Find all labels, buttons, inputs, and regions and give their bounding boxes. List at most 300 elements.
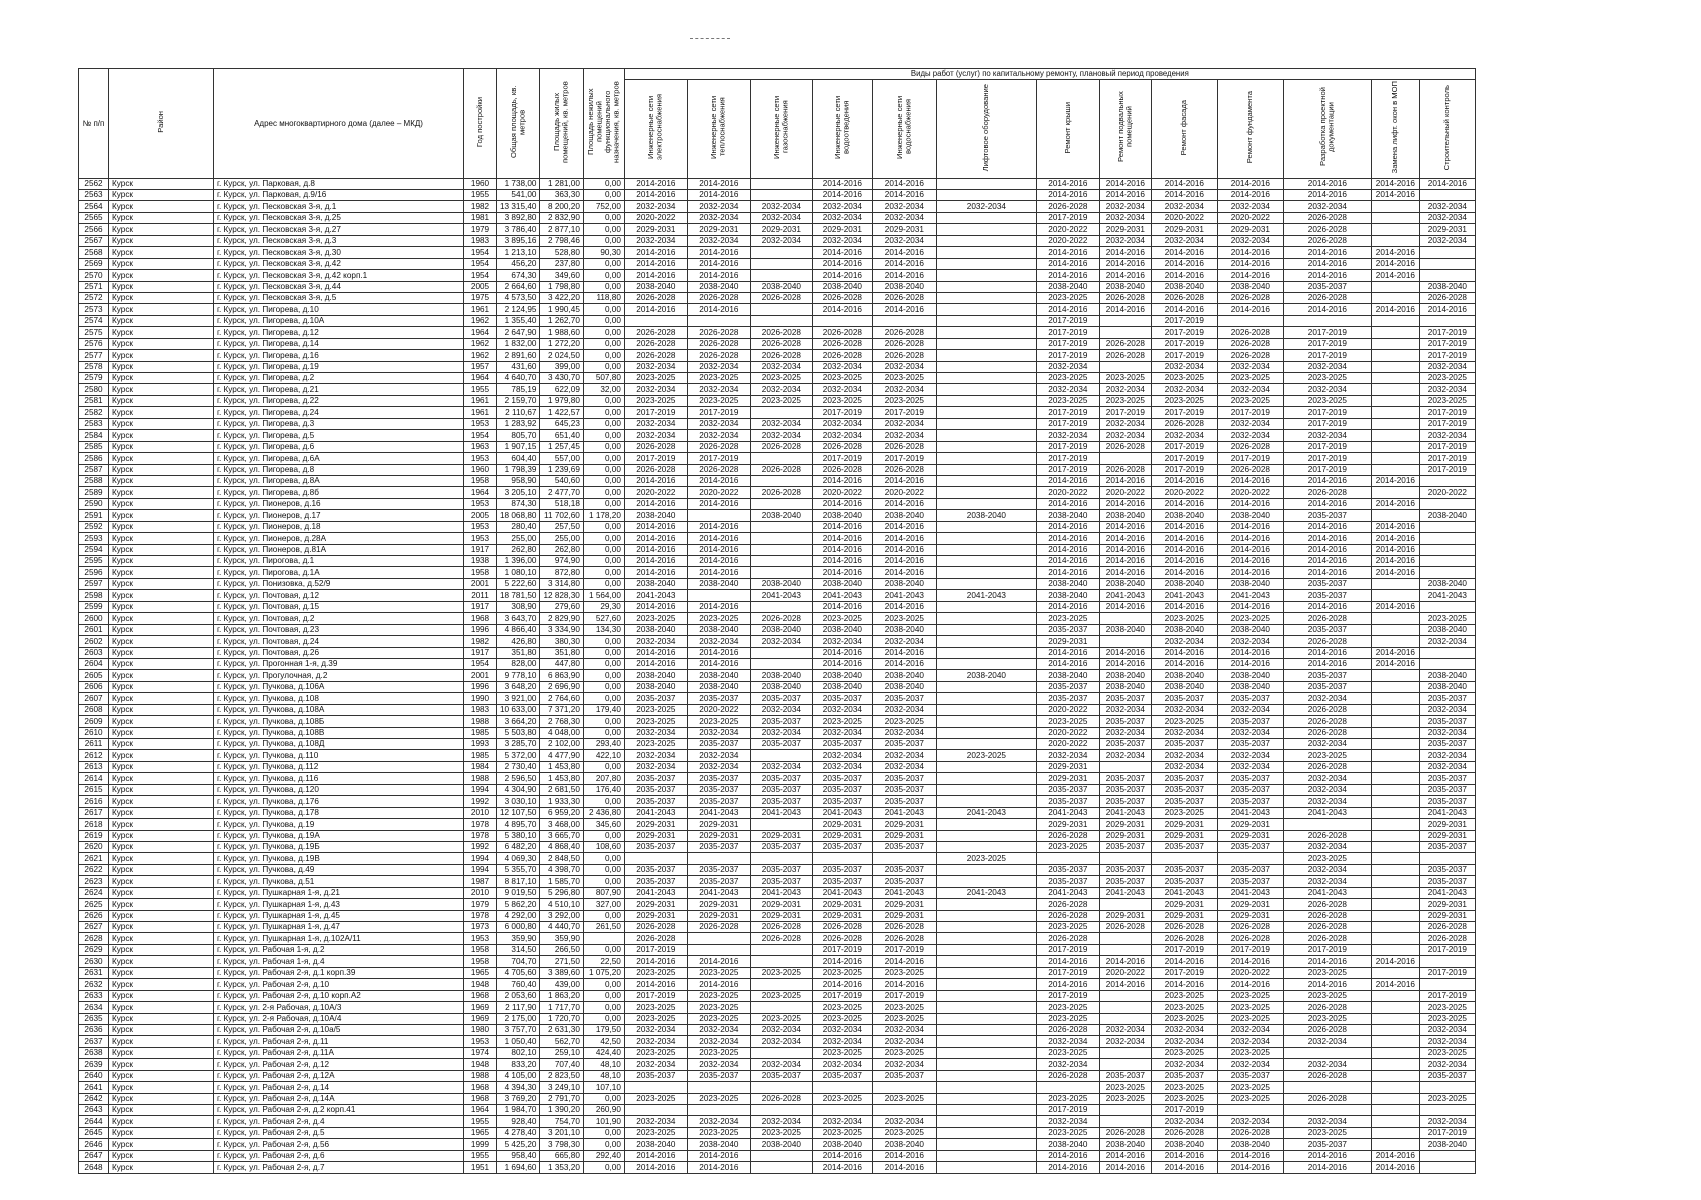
- table-cell: 380,30: [540, 636, 583, 647]
- table-cell: 2035-2037: [1419, 693, 1475, 704]
- table-cell: 958,40: [497, 1150, 540, 1161]
- table-cell: [936, 327, 1036, 338]
- table-cell: 2023-2025: [1419, 613, 1475, 624]
- table-cell: 2026-2028: [872, 350, 936, 361]
- table-cell: 2023-2025: [872, 716, 936, 727]
- table-row: [79, 1024, 1476, 1035]
- table-cell: 2038-2040: [872, 578, 936, 589]
- table-cell: 2032-2034: [750, 1036, 812, 1047]
- table-cell: 645,23: [540, 418, 583, 429]
- table-cell: 2032-2034: [1099, 1024, 1151, 1035]
- table-cell: Курск: [109, 1139, 214, 1150]
- table-cell: 2014-2016: [624, 544, 687, 555]
- table-cell: 2026-2028: [1036, 1070, 1099, 1081]
- table-cell: 2032-2034: [1099, 1036, 1151, 1047]
- table-cell: 4 868,40: [540, 841, 583, 852]
- table-cell: 2014-2016: [1151, 475, 1217, 486]
- table-cell: 2014-2016: [624, 533, 687, 544]
- table-cell: [1371, 578, 1419, 589]
- table-cell: 2014-2016: [1217, 1150, 1283, 1161]
- table-cell: 11 702,60: [540, 510, 583, 521]
- table-cell: 2041-2043: [1036, 887, 1099, 898]
- table-cell: 2014-2016: [687, 567, 750, 578]
- table-cell: 2029-2031: [872, 830, 936, 841]
- table-cell: [750, 407, 812, 418]
- table-cell: [1371, 670, 1419, 681]
- table-cell: 2035-2037: [687, 796, 750, 807]
- table-cell: 2032-2034: [872, 1059, 936, 1070]
- table-cell: 1968: [464, 1082, 497, 1093]
- table-cell: 0,00: [583, 350, 624, 361]
- table-cell: 2014-2016: [872, 1150, 936, 1161]
- table-cell: 2023-2025: [936, 750, 1036, 761]
- table-cell: 1 390,20: [540, 1105, 583, 1116]
- table-cell: 2023-2025: [624, 716, 687, 727]
- table-cell: 2026-2028: [1036, 201, 1099, 212]
- table-cell: 2017-2019: [1151, 1105, 1217, 1116]
- table-cell: 2032-2034: [750, 727, 812, 738]
- table-cell: 2032-2034: [687, 636, 750, 647]
- table-cell: 2029-2031: [812, 830, 872, 841]
- header-group-row: [79, 69, 1476, 80]
- table-cell: 4 394,30: [497, 1082, 540, 1093]
- table-cell: Курск: [109, 235, 214, 246]
- table-cell: [1371, 430, 1419, 441]
- table-row: [79, 201, 1476, 212]
- table-cell: 2014-2016: [1099, 521, 1151, 532]
- table-cell: [750, 944, 812, 955]
- table-cell: 2640: [79, 1070, 109, 1081]
- table-cell: [1099, 1013, 1151, 1024]
- table-cell: 2032-2034: [1151, 384, 1217, 395]
- table-cell: 2038-2040: [1217, 681, 1283, 692]
- table-cell: 447,80: [540, 658, 583, 669]
- table-cell: 1 283,92: [497, 418, 540, 429]
- table-cell: 2023-2025: [1217, 990, 1283, 1001]
- table-cell: 2032-2034: [1419, 1116, 1475, 1127]
- table-cell: 2041-2043: [812, 807, 872, 818]
- table-row: [79, 384, 1476, 395]
- table-cell: [1371, 967, 1419, 978]
- table-cell: 2014-2016: [1283, 1150, 1371, 1161]
- table-row: [79, 1116, 1476, 1127]
- table-cell: 2 596,50: [497, 773, 540, 784]
- table-cell: 2035-2037: [1419, 864, 1475, 875]
- table-cell: [750, 453, 812, 464]
- table-cell: 2026-2028: [624, 292, 687, 303]
- table-row: [79, 510, 1476, 521]
- table-cell: 2014-2016: [624, 498, 687, 509]
- table-cell: 2026-2028: [750, 1093, 812, 1104]
- table-cell: 1965: [464, 967, 497, 978]
- table-cell: 0,00: [583, 1002, 624, 1013]
- table-cell: 2017-2019: [1419, 944, 1475, 955]
- table-cell: 2014-2016: [1151, 601, 1217, 612]
- table-row: [79, 1082, 1476, 1093]
- table-cell: 2035-2037: [1217, 784, 1283, 795]
- table-cell: 2032-2034: [872, 235, 936, 246]
- table-cell: 2014-2016: [1371, 475, 1419, 486]
- table-cell: 2026-2028: [1217, 292, 1283, 303]
- table-cell: 2017-2019: [1419, 990, 1475, 1001]
- table-cell: 2029-2031: [812, 819, 872, 830]
- table-cell: 2645: [79, 1127, 109, 1138]
- table-cell: 5 222,60: [497, 578, 540, 589]
- table-cell: 2032-2034: [1151, 750, 1217, 761]
- table-cell: 2032-2034: [812, 636, 872, 647]
- table-cell: 2026-2028: [750, 933, 812, 944]
- table-cell: г. Курск, ул. Пушкарная 1-я, д.47: [214, 922, 464, 933]
- table-cell: [936, 521, 1036, 532]
- table-cell: 2023-2025: [687, 1002, 750, 1013]
- table-cell: 349,60: [540, 270, 583, 281]
- table-cell: 2 823,50: [540, 1070, 583, 1081]
- table-cell: [936, 830, 1036, 841]
- table-cell: Курск: [109, 1150, 214, 1161]
- table-cell: 2032-2034: [1419, 430, 1475, 441]
- table-row: [79, 704, 1476, 715]
- table-cell: 2020-2022: [1151, 212, 1217, 223]
- table-cell: 2032-2034: [624, 727, 687, 738]
- table-cell: 2023-2025: [1419, 1013, 1475, 1024]
- table-cell: 351,80: [540, 647, 583, 658]
- table-cell: 1954: [464, 258, 497, 269]
- table-cell: 2035-2037: [1217, 841, 1283, 852]
- table-cell: 2014-2016: [1099, 1150, 1151, 1161]
- table-cell: 2041-2043: [1099, 590, 1151, 601]
- table-cell: 2023-2025: [1036, 1013, 1099, 1024]
- table-cell: Курск: [109, 1036, 214, 1047]
- table-cell: 0,00: [583, 853, 624, 864]
- table-cell: г. Курск, ул. Пушкарная 1-я, д.45: [214, 910, 464, 921]
- table-cell: 2023-2025: [1036, 1002, 1099, 1013]
- table-cell: Курск: [109, 716, 214, 727]
- table-cell: 2577: [79, 350, 109, 361]
- table-cell: 2026-2028: [1217, 922, 1283, 933]
- table-cell: 2032-2034: [687, 1116, 750, 1127]
- table-cell: Курск: [109, 487, 214, 498]
- table-cell: 2026-2028: [1283, 922, 1371, 933]
- table-cell: 2017-2019: [1419, 350, 1475, 361]
- table-cell: Курск: [109, 590, 214, 601]
- table-cell: 2023-2025: [1217, 1093, 1283, 1104]
- table-cell: 2029-2031: [750, 830, 812, 841]
- table-cell: г. Курск, ул. Рабочая 2-я, д.1 корп.39: [214, 967, 464, 978]
- table-cell: 1985: [464, 727, 497, 738]
- table-cell: г. Курск, ул. Пучкова, д.108Б: [214, 716, 464, 727]
- table-cell: г. Курск, ул. Почтовая, д.15: [214, 601, 464, 612]
- table-cell: 2041-2043: [624, 590, 687, 601]
- table-cell: 2026-2028: [1283, 704, 1371, 715]
- table-row: [79, 1105, 1476, 1116]
- table-cell: 2026-2028: [1036, 933, 1099, 944]
- table-cell: 18 781,50: [497, 590, 540, 601]
- table-cell: 2032-2034: [1217, 1024, 1283, 1035]
- table-cell: 4 278,40: [497, 1127, 540, 1138]
- table-cell: [687, 590, 750, 601]
- table-cell: 2017-2019: [812, 990, 872, 1001]
- table-cell: 2035-2037: [1419, 796, 1475, 807]
- table-cell: 2026-2028: [750, 613, 812, 624]
- table-cell: [1371, 750, 1419, 761]
- table-cell: 2032-2034: [1036, 361, 1099, 372]
- table-cell: 2035-2037: [750, 841, 812, 852]
- table-cell: 1953: [464, 533, 497, 544]
- table-cell: 2038-2040: [624, 578, 687, 589]
- table-cell: Курск: [109, 384, 214, 395]
- table-cell: [936, 647, 1036, 658]
- table-cell: г. Курск, ул. Парковая, д.9/16: [214, 190, 464, 201]
- table-cell: 2035-2037: [1283, 590, 1371, 601]
- table-cell: [812, 853, 872, 864]
- table-cell: [1283, 1047, 1371, 1058]
- table-cell: 2017-2019: [1283, 350, 1371, 361]
- table-cell: 752,00: [583, 201, 624, 212]
- table-cell: 2041-2043: [936, 887, 1036, 898]
- table-cell: 2014-2016: [872, 544, 936, 555]
- table-cell: [936, 464, 1036, 475]
- table-row: [79, 693, 1476, 704]
- table-cell: 439,00: [540, 979, 583, 990]
- table-cell: [1371, 292, 1419, 303]
- table-cell: 807,90: [583, 887, 624, 898]
- table-cell: 2014-2016: [1036, 498, 1099, 509]
- table-cell: 2029-2031: [687, 224, 750, 235]
- table-cell: 2029-2031: [687, 819, 750, 830]
- table-cell: 2035-2037: [1151, 864, 1217, 875]
- table-cell: г. Курск, ул. Пигорева, д.5: [214, 430, 464, 441]
- table-cell: [1099, 761, 1151, 772]
- table-cell: 207,80: [583, 773, 624, 784]
- table-cell: Курск: [109, 899, 214, 910]
- table-cell: 2017-2019: [1151, 350, 1217, 361]
- table-cell: 2026-2028: [812, 292, 872, 303]
- table-cell: 2602: [79, 636, 109, 647]
- table-cell: 2032-2034: [687, 1024, 750, 1035]
- table-cell: 314,50: [497, 944, 540, 955]
- table-cell: 2032-2034: [750, 1024, 812, 1035]
- table-cell: 2629: [79, 944, 109, 955]
- table-cell: 2026-2028: [687, 327, 750, 338]
- table-cell: [936, 1116, 1036, 1127]
- table-cell: 2014-2016: [812, 544, 872, 555]
- table-row: [79, 567, 1476, 578]
- table-cell: [936, 693, 1036, 704]
- table-cell: 2014-2016: [1217, 658, 1283, 669]
- table-row: [79, 681, 1476, 692]
- table-cell: 2026-2028: [1151, 1127, 1217, 1138]
- table-cell: 2032-2034: [812, 430, 872, 441]
- table-cell: [936, 944, 1036, 955]
- table-cell: 2032-2034: [1151, 235, 1217, 246]
- table-cell: [872, 853, 936, 864]
- table-cell: 2038-2040: [624, 510, 687, 521]
- table-cell: [936, 475, 1036, 486]
- table-cell: 260,90: [583, 1105, 624, 1116]
- table-cell: 0,00: [583, 1139, 624, 1150]
- table-cell: 48,10: [583, 1059, 624, 1070]
- table-cell: 2032-2034: [1419, 235, 1475, 246]
- table-cell: 2026-2028: [1217, 1127, 1283, 1138]
- table-cell: 2032-2034: [1036, 430, 1099, 441]
- header-work-4: Инженерные сети водоснабжения: [872, 79, 936, 178]
- table-cell: 5 380,10: [497, 830, 540, 841]
- table-cell: 2606: [79, 681, 109, 692]
- table-cell: [1371, 327, 1419, 338]
- table-cell: 2014-2016: [1283, 247, 1371, 258]
- table-cell: [1419, 956, 1475, 967]
- table-cell: 2014-2016: [624, 521, 687, 532]
- table-cell: 2038-2040: [1419, 681, 1475, 692]
- table-cell: 1 798,39: [497, 464, 540, 475]
- table-cell: 2010: [464, 807, 497, 818]
- table-cell: 2612: [79, 750, 109, 761]
- table-cell: 2032-2034: [1419, 1059, 1475, 1070]
- table-cell: г. Курск, ул. Пушкарная 1-я, д.43: [214, 899, 464, 910]
- table-cell: 2035-2037: [1419, 716, 1475, 727]
- table-cell: [1371, 373, 1419, 384]
- table-cell: г. Курск, ул. Пигорева, д.10А: [214, 315, 464, 326]
- table-cell: 5 425,20: [497, 1139, 540, 1150]
- table-cell: 2041-2043: [1151, 887, 1217, 898]
- table-cell: 2014-2016: [1283, 979, 1371, 990]
- table-cell: 2014-2016: [687, 1162, 750, 1173]
- table-cell: 2014-2016: [1151, 567, 1217, 578]
- table-row: [79, 315, 1476, 326]
- table-cell: [687, 853, 750, 864]
- table-cell: 90,30: [583, 247, 624, 258]
- table-cell: 1961: [464, 304, 497, 315]
- table-cell: 2014-2016: [687, 270, 750, 281]
- table-cell: Курск: [109, 315, 214, 326]
- table-cell: 2032-2034: [1283, 361, 1371, 372]
- table-cell: 1951: [464, 1162, 497, 1173]
- table-cell: [1419, 979, 1475, 990]
- table-cell: 1 239,69: [540, 464, 583, 475]
- table-cell: [1371, 922, 1419, 933]
- table-cell: 2035-2037: [1283, 681, 1371, 692]
- table-row: [79, 418, 1476, 429]
- table-cell: 2014-2016: [1283, 658, 1371, 669]
- table-cell: 2038-2040: [1151, 670, 1217, 681]
- table-cell: 2023-2025: [1217, 1013, 1283, 1024]
- table-cell: 2032-2034: [1283, 864, 1371, 875]
- table-row: [79, 1070, 1476, 1081]
- table-cell: [1099, 1105, 1151, 1116]
- table-cell: 2014-2016: [1099, 258, 1151, 269]
- table-cell: 2 829,90: [540, 613, 583, 624]
- table-cell: 2026-2028: [687, 338, 750, 349]
- table-cell: 2032-2034: [1217, 1036, 1283, 1047]
- table-cell: Курск: [109, 533, 214, 544]
- table-cell: 1982: [464, 201, 497, 212]
- table-cell: 0,00: [583, 1127, 624, 1138]
- table-cell: 2573: [79, 304, 109, 315]
- table-cell: 2014-2016: [1151, 544, 1217, 555]
- table-cell: 2023-2025: [750, 1127, 812, 1138]
- table-cell: 2595: [79, 556, 109, 567]
- table-cell: 2035-2037: [812, 1070, 872, 1081]
- table-cell: 2038-2040: [1151, 1139, 1217, 1150]
- table-cell: 2026-2028: [750, 441, 812, 452]
- table-cell: 2035-2037: [687, 876, 750, 887]
- table-cell: 2038-2040: [1151, 281, 1217, 292]
- table-cell: 2014-2016: [1099, 556, 1151, 567]
- table-cell: [1371, 338, 1419, 349]
- table-cell: 2014-2016: [687, 521, 750, 532]
- table-cell: 2026-2028: [872, 327, 936, 338]
- table-cell: 2617: [79, 807, 109, 818]
- table-cell: 2014-2016: [1099, 1162, 1151, 1173]
- table-cell: [1099, 933, 1151, 944]
- table-cell: 2023-2025: [687, 613, 750, 624]
- table-cell: 2020-2022: [687, 704, 750, 715]
- table-cell: [1099, 899, 1151, 910]
- table-cell: 2029-2031: [812, 224, 872, 235]
- table-cell: [1419, 1162, 1475, 1173]
- table-cell: 2035-2037: [1099, 876, 1151, 887]
- table-cell: 2029-2031: [1151, 819, 1217, 830]
- table-cell: 2029-2031: [1099, 910, 1151, 921]
- table-cell: 2014-2016: [1283, 190, 1371, 201]
- table-cell: 2014-2016: [1151, 1150, 1217, 1161]
- table-cell: 1990: [464, 693, 497, 704]
- table-cell: 2029-2031: [1151, 830, 1217, 841]
- table-cell: 4 510,10: [540, 899, 583, 910]
- table-cell: 3 430,70: [540, 373, 583, 384]
- table-cell: [750, 315, 812, 326]
- table-cell: 2014-2016: [1283, 475, 1371, 486]
- table-cell: [1371, 510, 1419, 521]
- table-cell: 2026-2028: [872, 922, 936, 933]
- table-cell: [936, 773, 1036, 784]
- table-cell: 2026-2028: [1283, 1093, 1371, 1104]
- table-cell: 2038-2040: [872, 670, 936, 681]
- table-cell: 2023-2025: [1419, 1047, 1475, 1058]
- table-cell: 2023-2025: [812, 967, 872, 978]
- table-cell: 958,90: [497, 475, 540, 486]
- table-cell: Курск: [109, 922, 214, 933]
- table-cell: 2639: [79, 1059, 109, 1070]
- table-cell: 2041-2043: [872, 590, 936, 601]
- table-row: [79, 498, 1476, 509]
- table-cell: [936, 1093, 1036, 1104]
- table-cell: 2032-2034: [1283, 841, 1371, 852]
- table-cell: [1099, 944, 1151, 955]
- table-cell: 2038-2040: [1419, 1139, 1475, 1150]
- table-cell: 2023-2025: [624, 613, 687, 624]
- table-cell: г. Курск, ул. Пигорева, д.6А: [214, 453, 464, 464]
- table-cell: г. Курск, ул. Рабочая 2-я, д.14А: [214, 1093, 464, 1104]
- header-work-10: Разработка проектной документации: [1283, 79, 1371, 178]
- table-cell: 2566: [79, 224, 109, 235]
- table-cell: 2038-2040: [1419, 624, 1475, 635]
- table-cell: 2014-2016: [812, 956, 872, 967]
- table-cell: 2023-2025: [812, 1002, 872, 1013]
- table-cell: 2032-2034: [750, 704, 812, 715]
- table-cell: 2014-2016: [1099, 533, 1151, 544]
- table-cell: 1962: [464, 338, 497, 349]
- table-cell: г. Курск, ул. Пигорева, д.24: [214, 407, 464, 418]
- table-cell: 1 178,20: [583, 510, 624, 521]
- table-cell: 2035-2037: [1099, 716, 1151, 727]
- table-cell: 2563: [79, 190, 109, 201]
- table-cell: 2023-2025: [1217, 1047, 1283, 1058]
- table-cell: 1988: [464, 1070, 497, 1081]
- table-cell: 802,10: [497, 1047, 540, 1058]
- table-cell: 12 107,50: [497, 807, 540, 818]
- table-cell: 2014-2016: [1283, 956, 1371, 967]
